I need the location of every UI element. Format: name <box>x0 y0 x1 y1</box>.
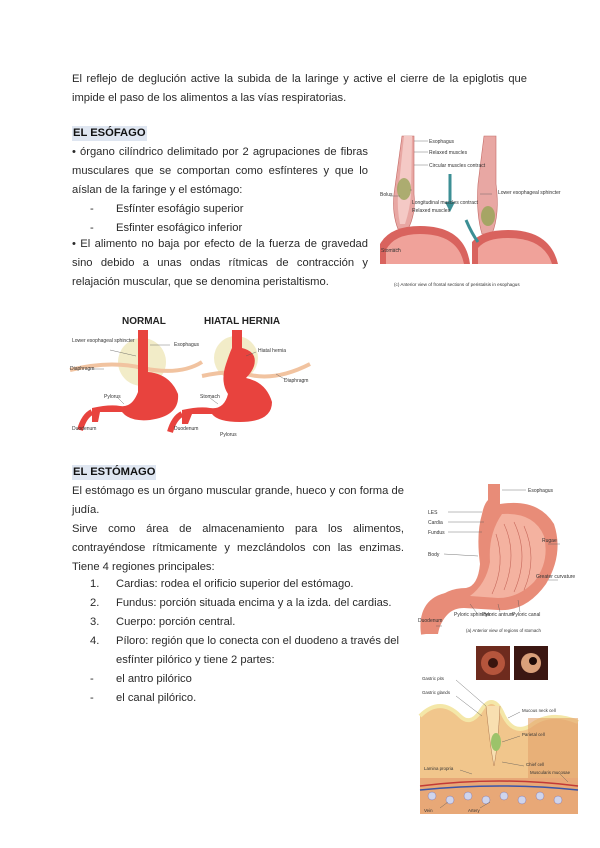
peristalsis-figure <box>380 134 561 292</box>
esofago-paragraph-2: • El alimento no baja por efecto de la fuerza de gravedad sino debido a unas ondas rítmicas de contracción y relajación muscular, que se denomina peristaltismo. <box>72 238 368 288</box>
list-text: Píloro: región que lo conecta con el duodeno a través del <box>116 635 399 647</box>
list-marker: 1. <box>90 578 100 590</box>
label: Longitudinal muscles contract <box>412 200 478 206</box>
esofago-heading: EL ESÓFAGO <box>73 127 146 139</box>
bolus-shape <box>397 178 411 200</box>
esofago-paragraph-1: • órgano cilíndrico delimitado por 2 agrupaciones de fibras musculares que se comportan como esfínteres y que lo aíslan de la faringe y el estómago: <box>72 146 368 196</box>
label: Pyloric sphincter <box>454 612 491 618</box>
figure-caption: (a) Anterior view of regions of stomach <box>466 628 541 633</box>
list-text: Esfinter esofágico inferior <box>116 222 243 234</box>
list-text: Esfínter esofágio superior <box>116 203 244 215</box>
label: Muscularis mucosae <box>530 770 571 775</box>
label: Lamina propria <box>424 766 454 771</box>
list-text: Fundus: porción situada encima y a la izda. del cardias. <box>116 597 392 609</box>
list-marker: - <box>90 203 94 215</box>
list-marker: - <box>90 673 94 685</box>
estomago-paragraph-1: El estómago es un órgano muscular grande, hueco y con forma de judía. <box>72 485 404 516</box>
list-item <box>90 632 399 650</box>
label: Mucous neck cell <box>522 708 556 713</box>
list-marker: 2. <box>90 597 100 609</box>
label: Esophagus <box>528 488 554 494</box>
label: Parietal cell <box>522 732 545 737</box>
list-marker: - <box>90 222 94 234</box>
peristalsis-illustration <box>380 134 561 292</box>
stomach-illustration <box>418 484 576 638</box>
label: Body <box>428 552 440 558</box>
list-item-continuation: esfínter pilórico y tiene 2 partes: <box>116 654 275 666</box>
label: Duodenum <box>72 426 97 432</box>
list-text: Cuerpo: porción central. <box>116 616 236 628</box>
label: Circular muscles contract <box>429 163 486 169</box>
estomago-paragraph-2: Sirve como área de almacenamiento para los alimentos, contrayéndose rítmicamente y mezclándolos con las enzimas. Tiene 4 regiones principales: <box>72 523 404 573</box>
label: Stomach <box>381 248 401 254</box>
list-marker: 4. <box>90 635 100 647</box>
label: Relaxed muscles <box>412 208 451 214</box>
label: Diaphragm <box>284 378 309 384</box>
list-item <box>90 200 243 218</box>
list-text: Cardias: rodea el orificio superior del estómago. <box>116 578 354 590</box>
label: Fundus <box>428 530 445 536</box>
title-normal: NORMAL <box>122 316 166 327</box>
label: Stomach <box>200 394 220 400</box>
hiatal-hernia-illustration <box>70 312 310 442</box>
label: Diaphragm <box>70 366 95 372</box>
label: Duodenum <box>174 426 199 432</box>
label: Artery <box>468 808 480 813</box>
label: Pyloric antrum <box>482 612 514 618</box>
label: Duodenum <box>418 618 443 624</box>
list-marker: - <box>90 692 94 704</box>
label: Vein <box>424 808 433 813</box>
gastric-mucosa-figure <box>420 646 578 814</box>
label: Relaxed muscles <box>429 150 468 156</box>
label: Lower esophageal sphincter <box>498 190 561 196</box>
stomach-figure <box>418 484 576 638</box>
label: Hiatal hernia <box>258 348 287 354</box>
hiatal-hernia-figure <box>70 312 310 442</box>
label: Pylorus <box>104 394 121 400</box>
list-item <box>90 689 196 707</box>
intro-paragraph: El reflejo de deglución active la subida de la laringe y active el cierre de la epiglotis que impide el paso de los alimentos a las vías respiratorias. <box>72 73 527 104</box>
label: Rugae <box>542 538 557 544</box>
label: Pylorus <box>220 432 237 438</box>
list-marker: 3. <box>90 616 100 628</box>
gland-shape <box>491 733 501 751</box>
label: Cardia <box>428 520 443 526</box>
label: LES <box>428 510 438 516</box>
estomago-heading: EL ESTÓMAGO <box>73 466 156 478</box>
label: Chief cell <box>526 762 545 767</box>
label: Lower esophageal sphincter <box>72 338 135 344</box>
label: Greater curvature <box>536 574 576 580</box>
label: Gastric glands <box>422 690 451 695</box>
label: Pyloric canal <box>512 612 541 618</box>
figure-caption: (c) Anterior view of frontal sections of peristalsis in esophagus <box>394 282 520 287</box>
label: Esophagus <box>429 139 455 145</box>
list-item <box>90 594 392 612</box>
gastric-mucosa-illustration <box>420 646 578 814</box>
list-item <box>90 670 192 688</box>
title-hiatal-hernia: HIATAL HERNIA <box>204 316 281 327</box>
list-text: el antro pilórico <box>116 673 192 685</box>
label: Gastric pits <box>422 676 444 681</box>
list-item <box>90 575 354 593</box>
list-text: el canal pilórico. <box>116 692 197 704</box>
label: Bolus <box>380 192 393 198</box>
label: Esophagus <box>174 342 200 348</box>
list-item <box>90 613 235 631</box>
